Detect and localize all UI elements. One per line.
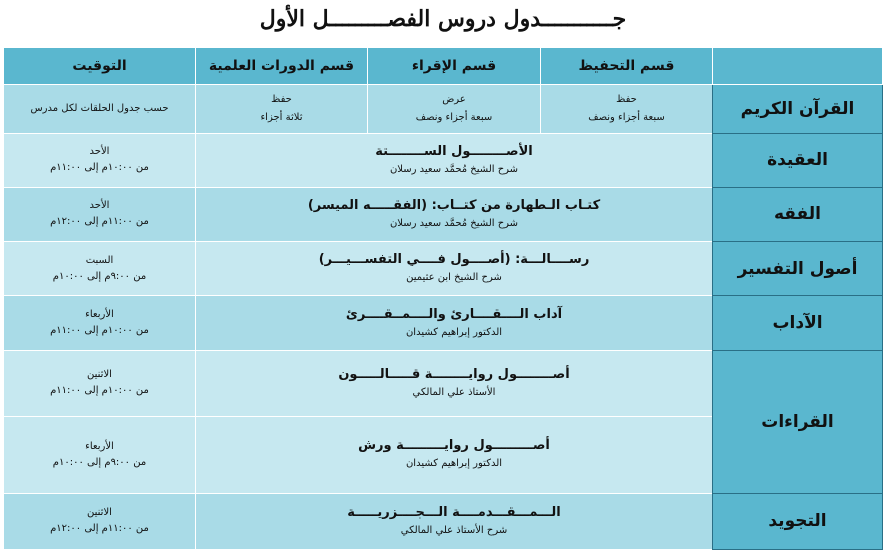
fiqh-content-cell (196, 187, 713, 241)
adab-book: آداب الــــقــــارئ والــــمــقــــرئ (345, 306, 563, 322)
qiraat-2-time: من ٩:٠٠م إلى ١٠:٠٠م (52, 456, 147, 468)
tafseer-teacher: شرح الشيخ ابن عثيمين (406, 272, 502, 284)
quran-hifz-cell (541, 85, 713, 133)
qiraat-2-teacher: الدكتور إبراهيم كشيدان (405, 458, 503, 470)
subject-qiraat: القراءات (713, 350, 883, 493)
quran-iqraa-cell (368, 85, 541, 133)
aqeedah-row (4, 133, 883, 187)
subject-fiqh: الفقه (713, 187, 883, 241)
qiraat-1-content-cell (196, 350, 713, 416)
header-iqraa: قسم الإقراء (368, 48, 541, 85)
tajweed-content-cell (196, 493, 713, 549)
qiraat-1-time: من ١٠:٠٠م إلى ١١:٠٠م (50, 385, 149, 397)
quran-dawrat-cell (196, 85, 368, 133)
tafseer-row (4, 242, 883, 296)
qiraat-2-day: الأربعاء (85, 440, 114, 452)
qiraat-2-time-cell (4, 417, 196, 493)
tajweed-time-cell (4, 493, 196, 549)
header-hifz: قسم التحفيظ (541, 48, 713, 85)
header-dawrat: قسم الدورات العلمية (196, 48, 368, 85)
tajweed-book: الـــمـــقـــدمــــة الـــجــــزريـــــة (347, 504, 561, 520)
qiraat-row-1 (4, 350, 883, 416)
fiqh-time: من ١١:٠٠م إلى ١٢:٠٠م (50, 216, 149, 228)
tafseer-time-cell (4, 242, 196, 296)
qiraat-2-book: أصـــــــــول روايـــــــــة ورش (358, 438, 550, 454)
quran-iqraa-line1: عرض (442, 93, 466, 105)
adab-content-cell (196, 296, 713, 350)
aqeedah-book: الأصــــــــول الســــــــتة (375, 143, 533, 159)
aqeedah-time-cell (4, 133, 196, 187)
header-time: التوقيت (4, 48, 196, 85)
qiraat-1-teacher: الأستاذ علي المالكي (412, 386, 496, 398)
subject-aqeedah: العقيدة (713, 133, 883, 187)
tajweed-day: الاثنين (87, 507, 112, 519)
subject-tajweed: التجويد (713, 493, 883, 549)
tafseer-book: رســــالـــة: (أصــــول فــــي التفســـيـــر) (318, 252, 590, 268)
aqeedah-time: من ١٠:٠٠م إلى ١١:٠٠م (50, 162, 149, 174)
tafseer-time: من ٩:٠٠م إلى ١٠:٠٠م (52, 270, 147, 282)
header-row (4, 48, 883, 85)
quran-dawrat-line2: ثلاثة أجزاء (260, 111, 303, 123)
fiqh-time-cell (4, 187, 196, 241)
tafseer-content-cell (196, 242, 713, 296)
qiraat-1-day: الاثنين (87, 369, 112, 381)
qiraat-1-time-cell (4, 350, 196, 416)
quran-iqraa-line2: سبعة أجزاء ونصف (415, 111, 493, 123)
aqeedah-day: الأحد (89, 146, 110, 158)
adab-day: الأربعاء (85, 309, 114, 321)
fiqh-day: الأحد (89, 200, 110, 212)
adab-teacher: الدكتور إبراهيم كشيدان (405, 326, 503, 338)
quran-time-cell: حسب جدول الحلقات لكل مدرس (4, 85, 196, 133)
adab-row (4, 296, 883, 350)
subject-adab: الآداب (713, 296, 883, 350)
fiqh-teacher: شرح الشيخ مُحمَّد سعيد رسلان (389, 217, 519, 229)
subject-tafseer: أصول التفسير (713, 242, 883, 296)
adab-time-cell (4, 296, 196, 350)
fiqh-row (4, 187, 883, 241)
aqeedah-teacher: شرح الشيخ مُحمَّد سعيد رسلان (389, 163, 519, 175)
quran-row (4, 85, 883, 133)
header-corner (713, 48, 883, 85)
fiqh-book: كتـاب الـطهارة من كتــاب: (الفقـــــه الميسر) (307, 197, 601, 213)
adab-time: من ١٠:٠٠م إلى ١١:٠٠م (50, 325, 149, 337)
tajweed-time: من ١١:٠٠م إلى ١٢:٠٠م (50, 523, 149, 535)
aqeedah-content-cell (196, 133, 713, 187)
qiraat-1-book: أصــــــــول روايــــــــة قـــــالـــــون (338, 366, 570, 382)
schedule-table (3, 47, 883, 550)
tajweed-teacher: شرح الأستاذ علي المالكي (400, 524, 508, 536)
quran-dawrat-line1: حفظ (271, 93, 292, 105)
quran-hifz-line2: سبعة أجزاء ونصف (588, 111, 665, 123)
subject-quran: القرآن الكريم (713, 85, 883, 133)
tajweed-row (4, 493, 883, 549)
qiraat-2-content-cell (196, 417, 713, 493)
quran-hifz-line1: حفظ (616, 93, 637, 105)
tafseer-day: السبت (85, 254, 114, 266)
page-title: جـــــــــــدول دروس الفصـــــــــل الأول (259, 6, 627, 32)
